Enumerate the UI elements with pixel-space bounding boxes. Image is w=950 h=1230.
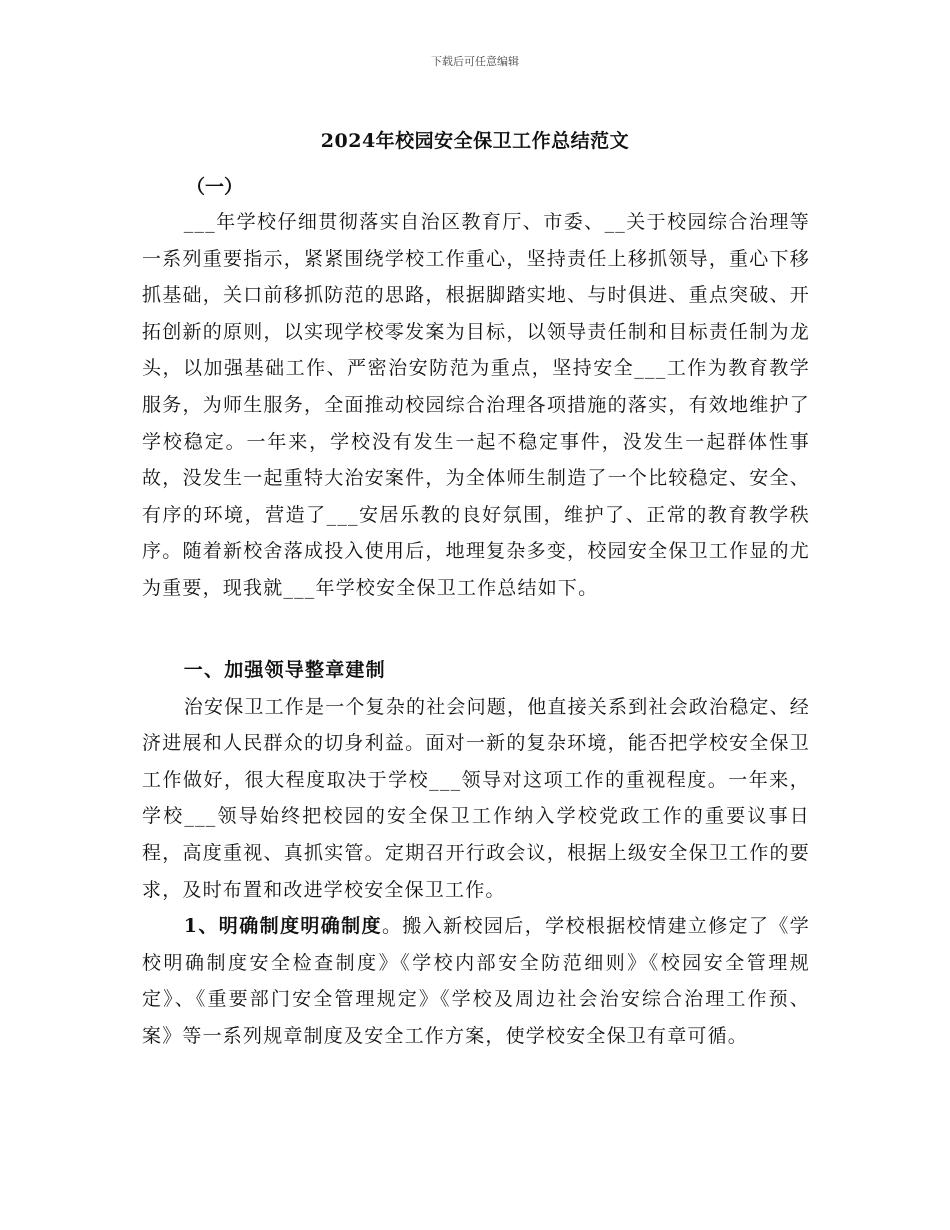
paragraph-3-lead: 1、明确制度明确制度 — [183, 915, 382, 938]
paragraph-3-body: 。搬入新校园后，学校根据校情建立修定了《学校明确制度安全检查制度》《学校内部安全防范细则》《校园安全管理规定》、《重要部门安全管理规定》《学校及周边社会治安综合治理工作预、案》等一系列规章制度及安全工作方案，使学校安全保卫有章可循。 — [142, 915, 810, 1047]
document-title: 2024年校园安全保卫工作总结范文 — [320, 130, 630, 152]
paragraph-2: 治安保卫工作是一个复杂的社会问题，他直接关系到社会政治稳定、经济进展和人民群众的切身利益。面对一新的复杂环境，能否把学校安全保卫工作做好，很大程度取决于学校___领导对这项工作的重视程度。一年来，学校___领导始终把校园的安全保卫工作纳入学校党政工作的重要议事日程，高度重视、真抓实管。定期召开行政会议，根据上级安全保卫工作的要求，及时布置和改进学校安全保卫工作。 — [142, 695, 810, 901]
intro-paragraph: ___年学校仔细贯彻落实自治区教育厅、市委、__关于校园综合治理等一系列重要指示，紧紧围绕学校工作重心，坚持责任上移抓领导，重心下移抓基础，关口前移抓防范的思路，根据脚踏实地、与时俱进、重点突破、开拓创新的原则，以实现学校零发案为目标，以领导责任制和目标责任制为龙头，以加强基础工作、严密治安防范为重点，坚持安全___工作为教育教学服务，为师生服务，全面推动校园综合治理各项措施的落实，有效地维护了学校稳定。一年来，学校没有发生一起不稳定事件，没发生一起群体性事故，没发生一起重特大治安案件，为全体师生制造了一个比较稳定、安全、有序的环境，营造了___安居乐教的良好氛围，维护了、正常的教育教学秩序。随着新校舍落成投入使用后，地理复杂多变，校园安全保卫工作显的尤为重要，现我就___年学校安全保卫工作总结如下。 — [142, 211, 810, 599]
section-marker: （一） — [186, 176, 244, 198]
section-heading-1: 一、加强领导整章建制 — [183, 659, 386, 681]
paragraph-3 — [142, 908, 810, 1054]
intro-block — [142, 204, 810, 607]
section-one-block — [142, 652, 810, 1055]
header-note: 下载后可任意编辑 — [431, 55, 519, 68]
